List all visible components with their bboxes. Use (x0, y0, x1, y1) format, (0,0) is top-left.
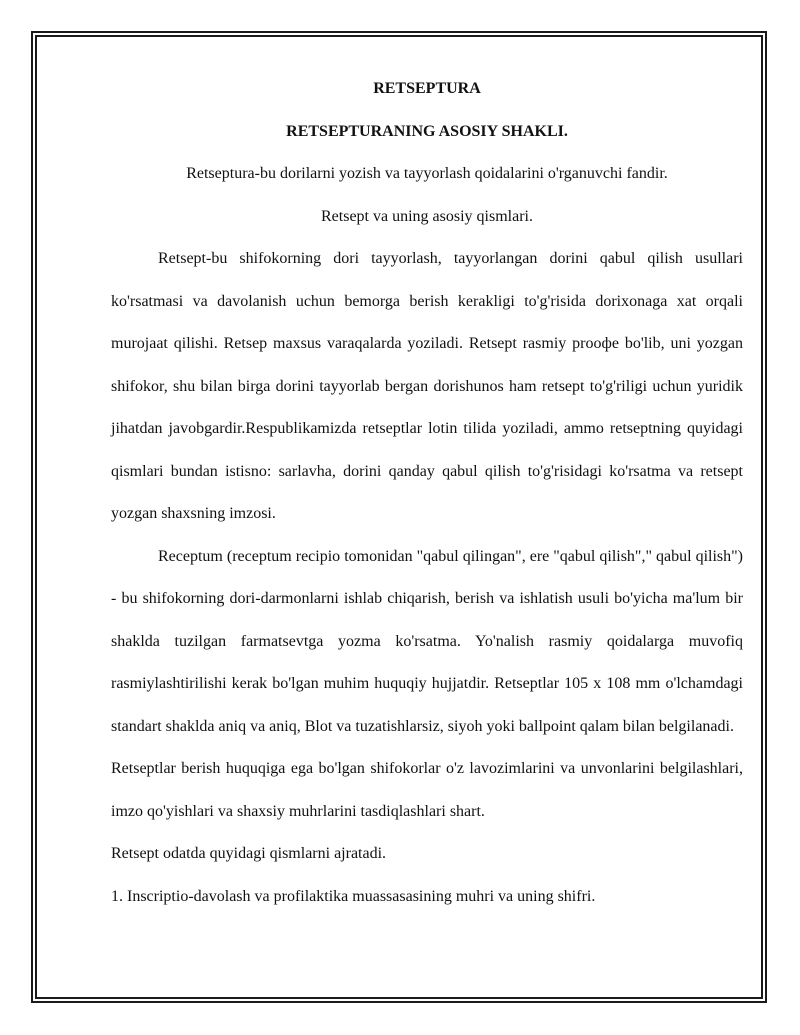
document-subtitle: RETSEPTURANING ASOSIY SHAKLI. (286, 122, 568, 140)
document-title: RETSEPTURA (373, 80, 481, 97)
paragraph-doctors-rights: Retseptlar berish huquqiga ega bo'lgan shifokorlar o'z lavozimlarini va unvonlarini belgilashlari, imzo qo'yishlari va shaxsiy muhrlarini tasdiqlashlari shart. (111, 760, 743, 820)
document-body (111, 68, 743, 918)
list-item-inscriptio: 1. Inscriptio-davolash va profilaktika muassasasining muhri va uning shifri. (111, 887, 596, 905)
definition-paragraph: Retseptura-bu dorilarni yozish va tayyorlash qoidalarini o'rganuvchi fandir. (186, 165, 668, 182)
paragraph-receptum: Receptum (receptum recipio tomonidan "qabul qilingan", ere "qabul qilish"," qabul qilish") - bu shifokorning dori-darmonlarni ishlab chiqarish, berish va ishlatish usuli bo'yicha ma'lum bir shaklda tuzilgan farmatsevtga yozma ko'rsatma. Yo'nalish rasmiy qoidalarga muvofiq rasmiylashtirilishi kerak bo'lgan muhim huquqiy hujjatdir. Retseptlar 105 x 108 mm o'lchamdagi standart shaklda aniq va aniq, Blot va tuzatishlarsiz, siyoh yoki ballpoint qalam bilan belgilanadi. (111, 547, 743, 735)
section-heading: Retsept va uning asosiy qismlari. (321, 207, 533, 225)
paragraph-retsept-definition: Retsept-bu shifokorning dori tayyorlash, tayyorlangan dorini qabul qilish usullari ko'rsatmasi va davolanish uchun bemorga berish kerakligi to'g'risida dorixonaga xat orqali murojaat qilishi. Retsep maxsus varaqalarda yoziladi. Retsept rasmiy prooфe bo'lib, uni yozgan shifokor, shu bilan birga dorini tayyorlab bergan dorishunos ham retsept to'g'riligi uchun yuridik jihatdan javobgardir.Respublikamizda retseptlar lotin tilida yoziladi, ammo retseptning quyidagi qismlari bundan istisno: sarlavha, dorini qanday qabul qilish to'g'risidagi ko'rsatma va retsept yozgan shaxsning imzosi. (111, 250, 743, 522)
paragraph-parts-intro: Retsept odatda quyidagi qismlarni ajratadi. (111, 845, 387, 862)
